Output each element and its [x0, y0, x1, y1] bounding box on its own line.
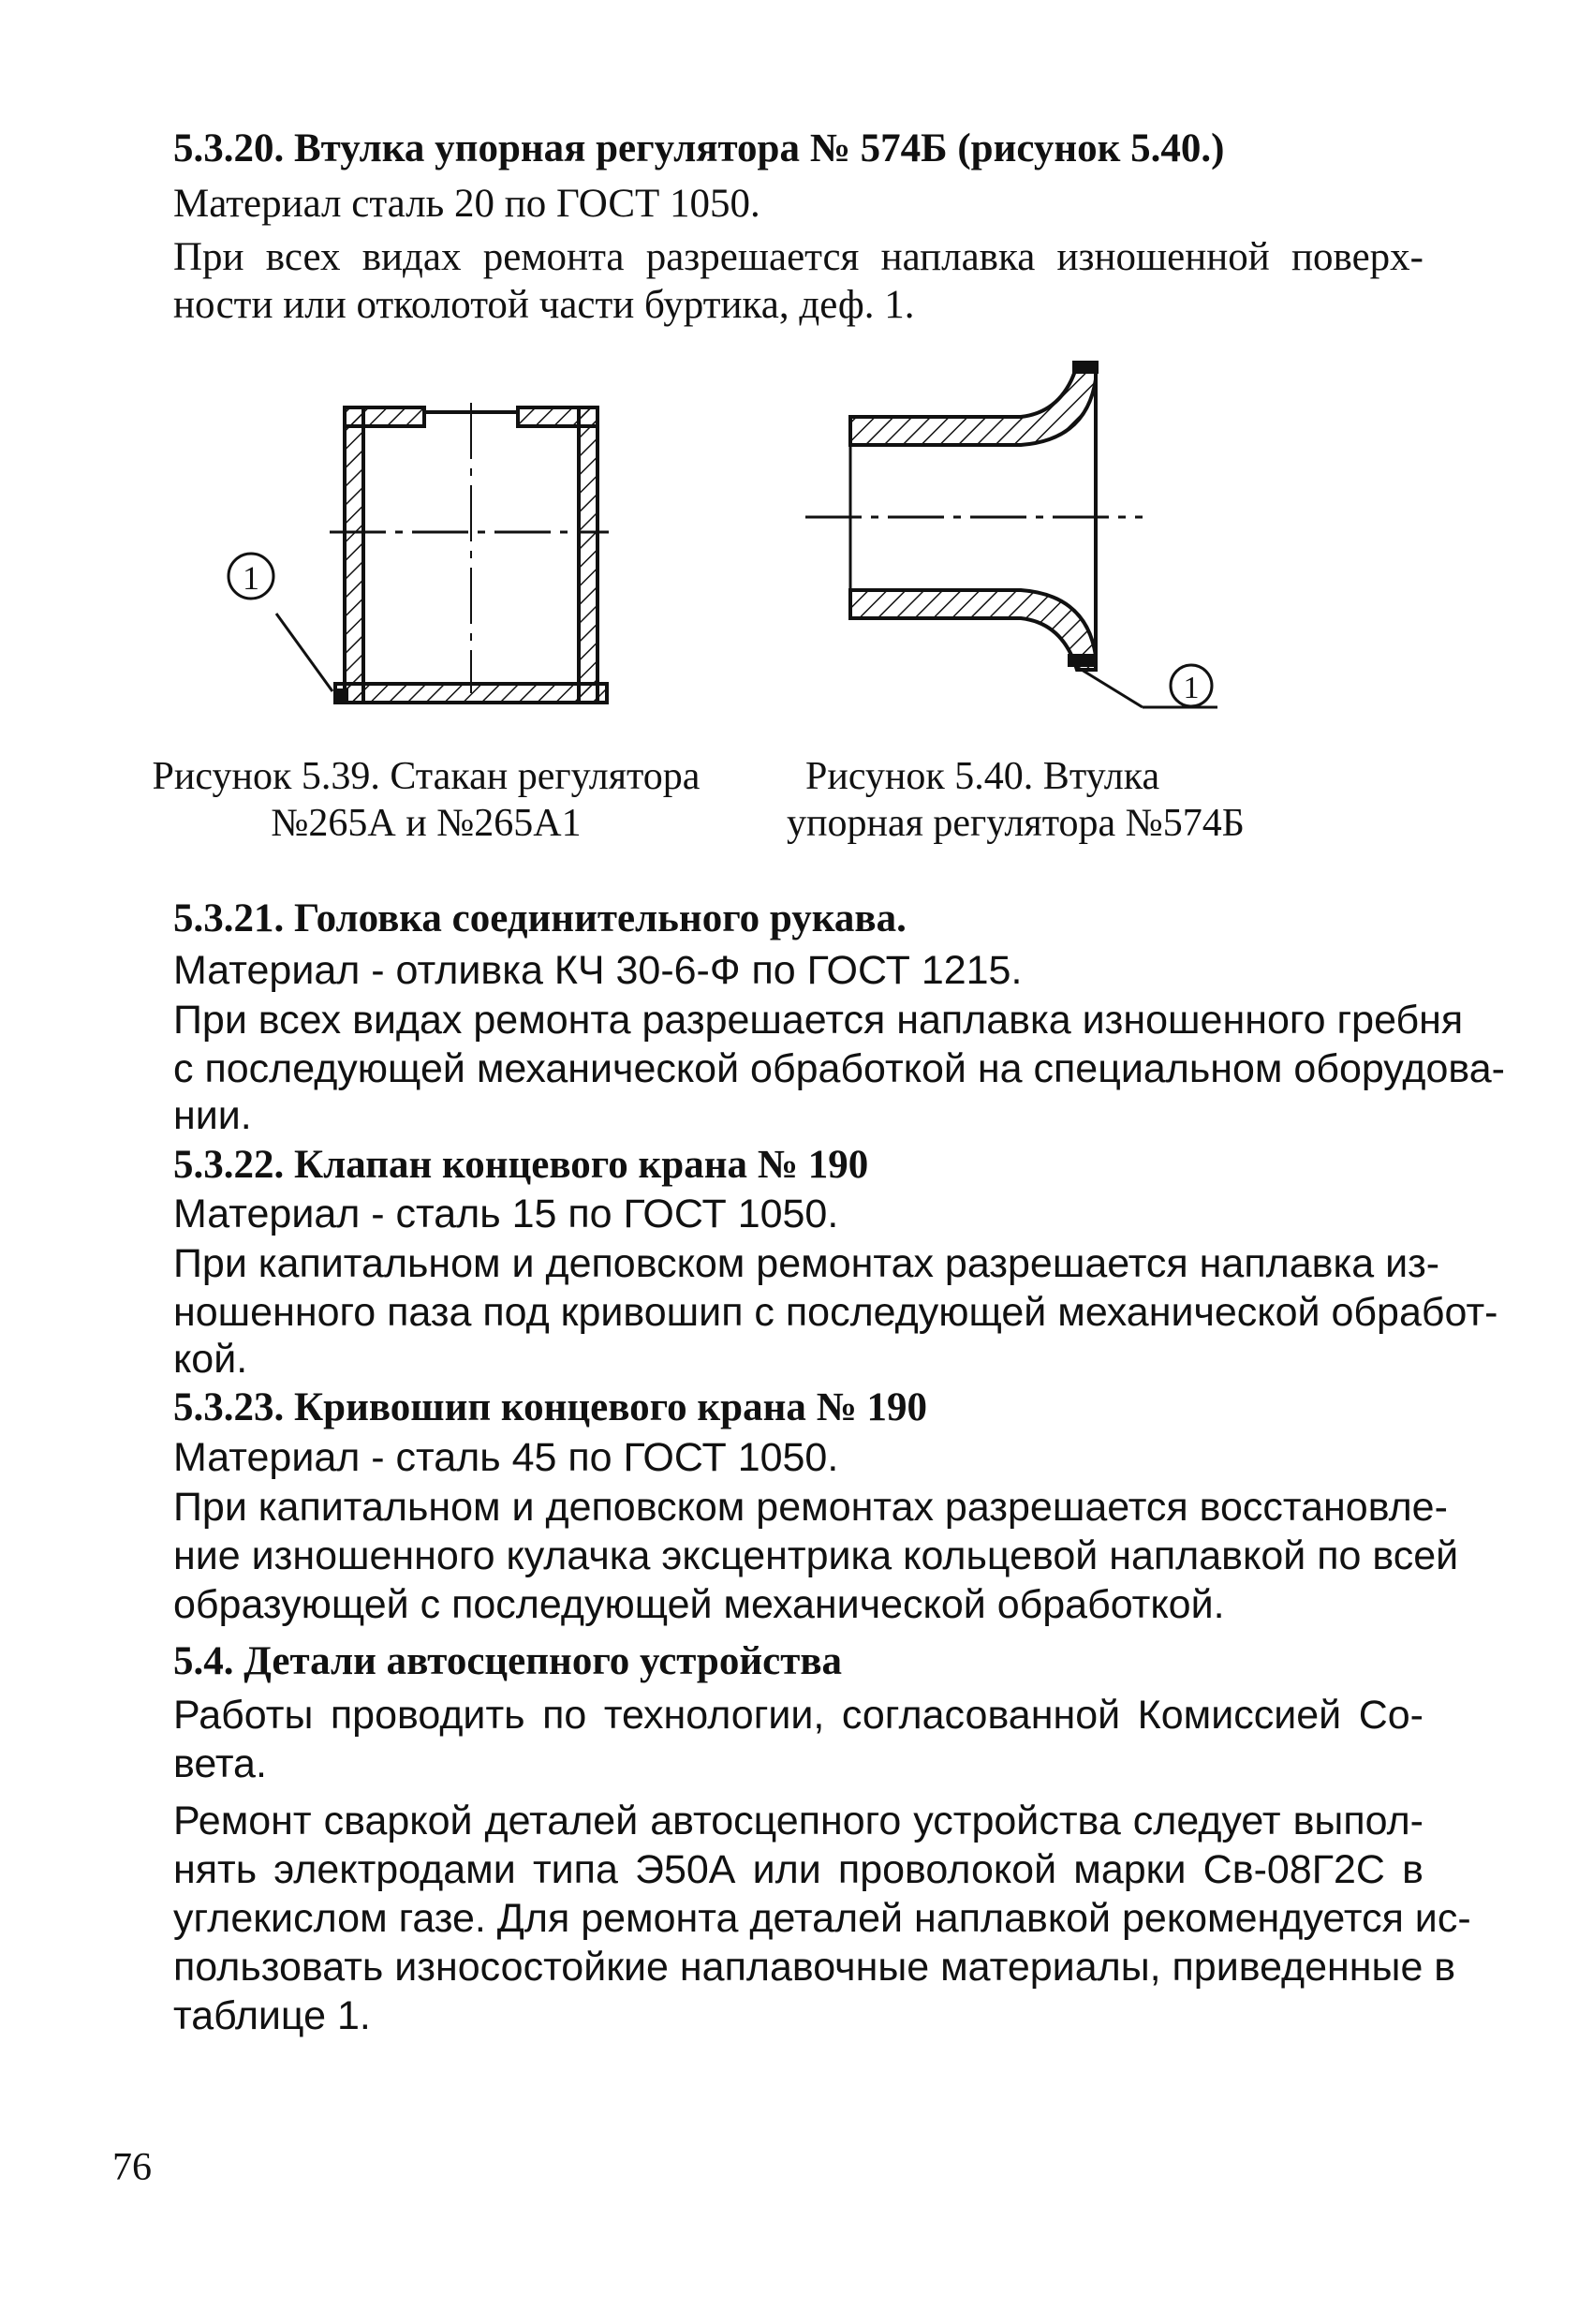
section-5-3-23-text-line: При капитальном и деповском ремонтах разрешается восстановле- [173, 1485, 1448, 1530]
page-number: 76 [112, 2146, 152, 2189]
section-5-3-20-material: Материал сталь 20 по ГОСТ 1050. [173, 182, 760, 226]
section-5-4-title: 5.4. Детали автосцепного устройства [173, 1639, 843, 1683]
section-5-3-20-title: 5.3.20. Втулка упорная регулятора № 574Б (рисунок 5.40.) [173, 126, 1225, 170]
section-5-3-23-text-line: ние изношенного кулачка эксцентрика кольцевой наплавкой по всей [173, 1533, 1459, 1578]
section-5-3-20-text-line: ности или отколотой части буртика, деф. 1. [173, 283, 915, 327]
section-5-3-23-material: Материал - сталь 45 по ГОСТ 1050. [173, 1435, 839, 1480]
figure-5-40-caption-line: упорная регулятора №574Б [787, 802, 1245, 845]
section-5-3-23-text-line: образующей с последующей механической обработкой. [173, 1582, 1225, 1627]
section-5-4-text-line: углекислом газе. Для ремонта деталей наплавкой рекомендуется ис- [173, 1896, 1471, 1941]
section-5-3-21-text-line: с последующей механической обработкой на специальном оборудова- [173, 1046, 1505, 1091]
section-5-3-21-text-line: При всех видах ремонта разрешается наплавка изношенного гребня [173, 998, 1464, 1043]
section-5-3-21-text-line: нии. [173, 1093, 252, 1138]
figure-5-40-caption-line: Рисунок 5.40. Втулка [805, 755, 1160, 798]
section-5-4-text-line: вета. [173, 1741, 267, 1786]
section-5-4-text-line: пользовать износостойкие наплавочные материалы, приведенные в [173, 1945, 1456, 1990]
figure-5-39-caption-line: №265А и №265А1 [271, 802, 582, 845]
section-5-3-20-text-line: При всех видах ремонта разрешается наплавка изношенной поверх- [173, 235, 1423, 279]
figure-5-39-drawing [178, 375, 646, 731]
section-5-3-22-text-line: ношенного паза под кривошип с последующей механической обработ- [173, 1290, 1498, 1335]
section-5-3-22-text-line: При капитальном и деповском ремонтах разрешается наплавка из- [173, 1241, 1440, 1286]
section-5-3-21-material: Материал - отливка КЧ 30-6-Ф по ГОСТ 1215. [173, 948, 1023, 993]
section-5-3-22-title: 5.3.22. Клапан концевого крана № 190 [173, 1143, 869, 1187]
section-5-3-23-title: 5.3.23. Кривошип концевого крана № 190 [173, 1385, 928, 1429]
section-5-4-text-line: Ремонт сваркой деталей автосцепного устройства следует выпол- [173, 1799, 1423, 1843]
section-5-3-21-title: 5.3.21. Головка соединительного рукава. [173, 896, 907, 940]
section-5-4-text-line: нять электродами типа Э50А или проволокой марки Св-08Г2С в [173, 1847, 1423, 1892]
section-5-3-22-text-line: кой. [173, 1337, 248, 1382]
section-5-4-text-line: Работы проводить по технологии, согласованной Комиссией Со- [173, 1693, 1423, 1738]
figure-5-40-drawing [787, 356, 1283, 712]
defect-marker: 1 [1183, 671, 1200, 705]
section-5-4-text-line: таблице 1. [173, 1993, 371, 2038]
figure-5-39-caption-line: Рисунок 5.39. Стакан регулятора [152, 755, 701, 798]
defect-marker: 1 [243, 559, 259, 597]
section-5-3-22-material: Материал - сталь 15 по ГОСТ 1050. [173, 1192, 839, 1236]
